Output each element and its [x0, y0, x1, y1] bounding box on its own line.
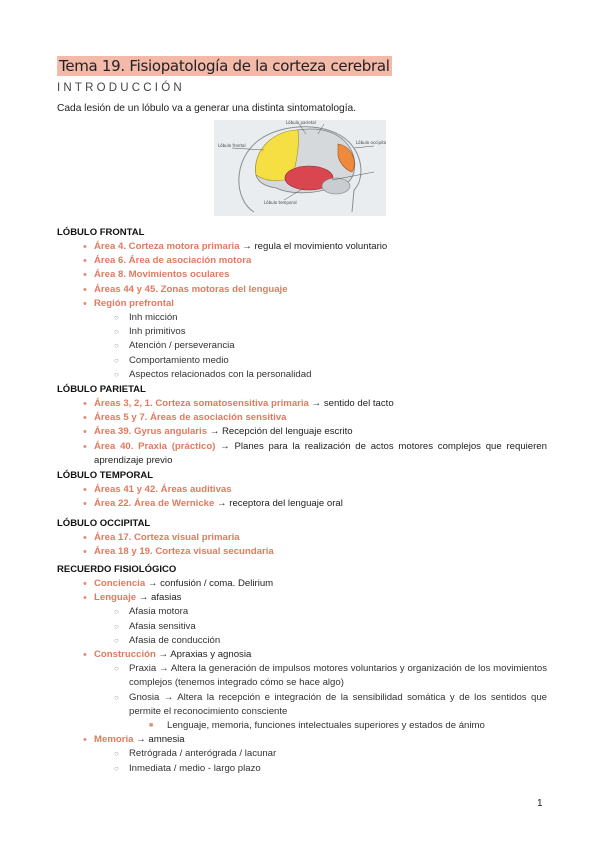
sub-list-item: ○ Praxia → Altera la generación de impulsos motores voluntarios y organización de los movimientos complejos (tenemos integrado cómo se hace algo)	[57, 662, 547, 690]
brain-diagram	[214, 120, 386, 216]
list-item: • Áreas 3, 2, 1. Corteza somatosensitiva primaria → sentido del tacto	[57, 397, 547, 411]
sub-sub-list-item: ■ Lenguaje, memoria, funciones intelectuales superiores y estados de ánimo	[57, 719, 547, 733]
section-heading: LÓBULO PARIETAL	[57, 384, 146, 395]
sub-list-item: ○ Atención / perseverancia	[57, 339, 547, 353]
sub-list-item: ○ Inh primitivos	[57, 325, 547, 339]
section-heading: RECUERDO FISIOLÓGICO	[57, 564, 177, 575]
list-item: • Construcción → Apraxias y agnosia	[57, 648, 547, 662]
sub-list-item: ○ Inmediata / medio - largo plazo	[57, 762, 547, 776]
list-item: • Región prefrontal	[57, 297, 547, 311]
list-item: • Área 8. Movimientos oculares	[57, 268, 547, 282]
list-item: • Área 17. Corteza visual primaria	[57, 531, 547, 545]
sub-list-item: ○ Comportamiento medio	[57, 354, 547, 368]
figure-label-temporal: Lóbulo temporal	[264, 200, 297, 205]
sub-list-item: ○ Afasia sensitiva	[57, 620, 547, 634]
sub-list-item: ○ Inh micción	[57, 311, 547, 325]
figure-label-frontal: Lóbulo frontal	[218, 143, 246, 148]
page-number: 1	[537, 798, 543, 809]
sub-list-item: ○ Afasia de conducción	[57, 634, 547, 648]
section-occipital	[57, 512, 547, 559]
brain-lobes-figure	[214, 120, 386, 216]
sub-list-item: ○ Afasia motora	[57, 605, 547, 619]
intro-heading: INTRODUCCIÓN	[57, 82, 185, 94]
sub-list-item: ○ Aspectos relacionados con la personalidad	[57, 368, 547, 382]
list-item: • Lenguaje → afasias	[57, 591, 547, 605]
section-recuerdo	[57, 558, 547, 776]
list-item: • Área 4. Corteza motora primaria → regula el movimiento voluntario	[57, 240, 547, 254]
section-heading: LÓBULO OCCIPITAL	[57, 518, 151, 529]
list-item: • Área 40. Praxia (práctico) → Planes para la realización de actos motores complejos que requieren aprendizaje previo	[57, 440, 547, 468]
figure-label-parietal: Lóbulo parietal	[286, 120, 316, 125]
list-item: • Áreas 44 y 45. Zonas motoras del lenguaje	[57, 283, 547, 297]
section-heading: LÓBULO FRONTAL	[57, 227, 145, 238]
intro-text: Cada lesión de un lóbulo va a generar una distinta sintomatología.	[57, 103, 357, 114]
sub-list-item: ○ Retrógrada / anterógrada / lacunar	[57, 747, 547, 761]
list-item: • Área 22. Área de Wernicke → receptora del lenguaje oral	[57, 497, 547, 511]
list-item: • Área 6. Área de asociación motora	[57, 254, 547, 268]
list-item: • Área 18 y 19. Corteza visual secundaria	[57, 545, 547, 559]
page-title: Tema 19. Fisiopatología de la corteza cerebral	[59, 57, 390, 75]
list-item: • Áreas 5 y 7. Áreas de asociación sensitiva	[57, 411, 547, 425]
list-item: • Área 39. Gyrus angularis → Recepción del lenguaje escrito	[57, 425, 547, 439]
section-temporal	[57, 464, 547, 511]
section-heading: LÓBULO TEMPORAL	[57, 470, 154, 481]
figure-label-occipital: Lóbulo occipital	[356, 140, 386, 145]
list-item: • Conciencia → confusión / coma. Delirium	[57, 577, 547, 591]
list-item: • Memoria → amnesia	[57, 733, 547, 747]
section-parietal	[57, 378, 547, 468]
section-frontal	[57, 221, 547, 382]
sub-list-item: ○ Gnosia → Altera la recepción e integración de la sensibilidad somática y de los sentidos que permite el reconocimiento consciente	[57, 691, 547, 719]
list-item: • Áreas 41 y 42. Áreas auditivas	[57, 483, 547, 497]
